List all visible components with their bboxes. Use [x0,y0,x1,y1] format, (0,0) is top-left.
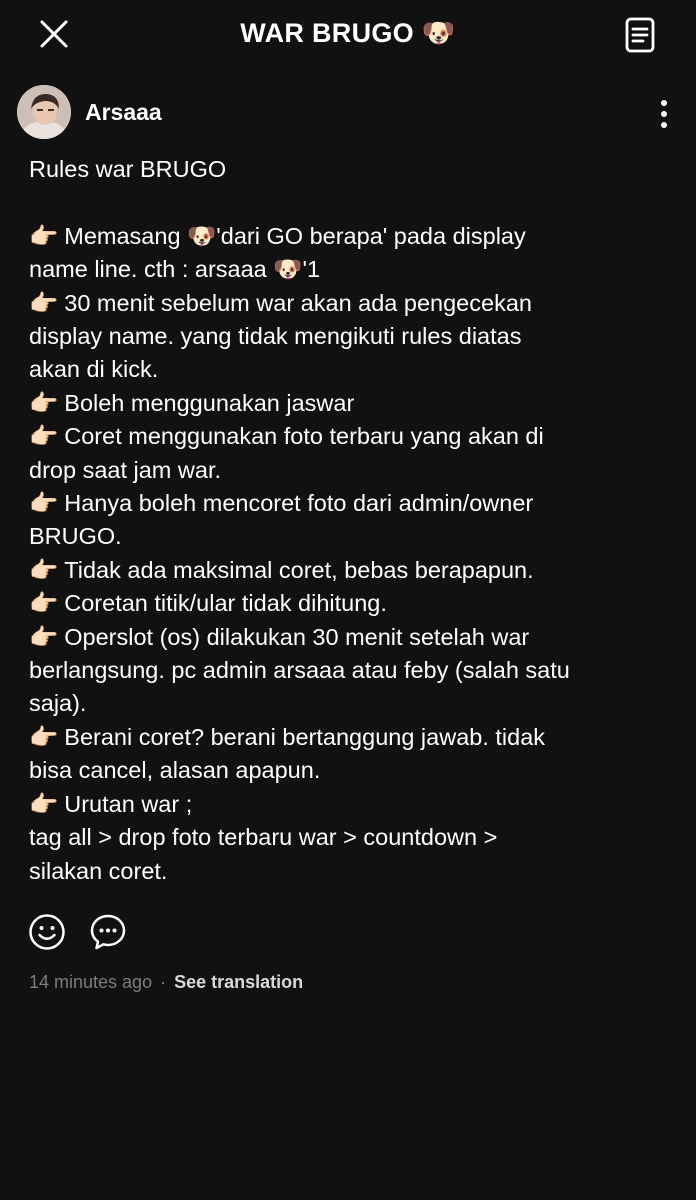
post-time: 14 minutes ago [29,972,153,992]
smiley-icon[interactable] [28,913,66,951]
pointing-hand-icon: 👉🏻 [29,590,59,617]
post-meta [29,972,303,993]
pointing-hand-icon: 👉🏻 [29,289,59,316]
rule-item [29,721,669,788]
post-actions [28,913,148,953]
see-translation-link[interactable]: See translation [174,972,304,992]
rule-item [29,621,669,721]
rule-text: Hanya boleh mencoret foto dari admin/owner BRUGO. [29,490,534,550]
rules-list [29,220,669,888]
rule-text: Coretan titik/ular tidak dihitung. [64,590,387,617]
author-name[interactable]: Arsaaa [85,99,162,125]
avatar[interactable] [17,85,71,139]
rule-text: 30 menit sebelum war akan ada pengecekan display name. yang tidak mengikuti rules diatas akan di kick. [29,289,532,383]
rule-text: Boleh menggunakan jaswar [64,389,355,416]
rule-item [29,287,669,387]
pointing-hand-icon: 👉🏻 [29,222,59,249]
post-body [29,153,669,888]
pointing-hand-icon: 👉🏻 [29,723,59,750]
pointing-hand-icon: 👉🏻 [29,490,59,517]
rule-text: Memasang 🐶'dari GO berapa' pada display name line. cth : arsaaa 🐶'1 [29,222,526,283]
more-vertical-icon[interactable] [648,98,680,130]
document-icon[interactable] [622,15,658,55]
rule-item [29,420,669,487]
pointing-hand-icon: 👉🏻 [29,423,59,450]
rule-item [29,788,669,888]
pointing-hand-icon: 👉🏻 [29,389,59,416]
post-author [0,84,696,142]
rule-item [29,587,669,620]
page-title [0,17,696,49]
rule-item [29,387,669,420]
pointing-hand-icon: 👉🏻 [29,556,59,583]
meta-separator: · [160,972,167,992]
blank-line [29,186,669,219]
post-title: Rules war BRUGO [29,156,227,182]
rule-text: Operslot (os) dilakukan 30 menit setelah war berlangsung. pc admin arsaaa atau feby (salah satu saja). [29,623,570,717]
rule-text: Tidak ada maksimal coret, bebas berapapun. [64,556,534,583]
rule-text: Coret menggunakan foto terbaru yang akan di drop saat jam war. [29,423,544,483]
dog-emoji: 🐶 [421,18,456,48]
pointing-hand-icon: 👉🏻 [29,623,59,650]
top-bar [0,0,696,70]
rule-text: Urutan war ; tag all > drop foto terbaru war > countdown > silakan coret. [29,790,498,884]
comment-icon[interactable] [89,913,127,951]
rule-item [29,487,669,554]
rule-item [29,554,669,587]
pointing-hand-icon: 👉🏻 [29,790,59,817]
rule-item [29,220,669,287]
page-title-text: WAR BRUGO [240,18,414,48]
rule-text: Berani coret? berani bertanggung jawab. tidak bisa cancel, alasan apapun. [29,723,546,784]
